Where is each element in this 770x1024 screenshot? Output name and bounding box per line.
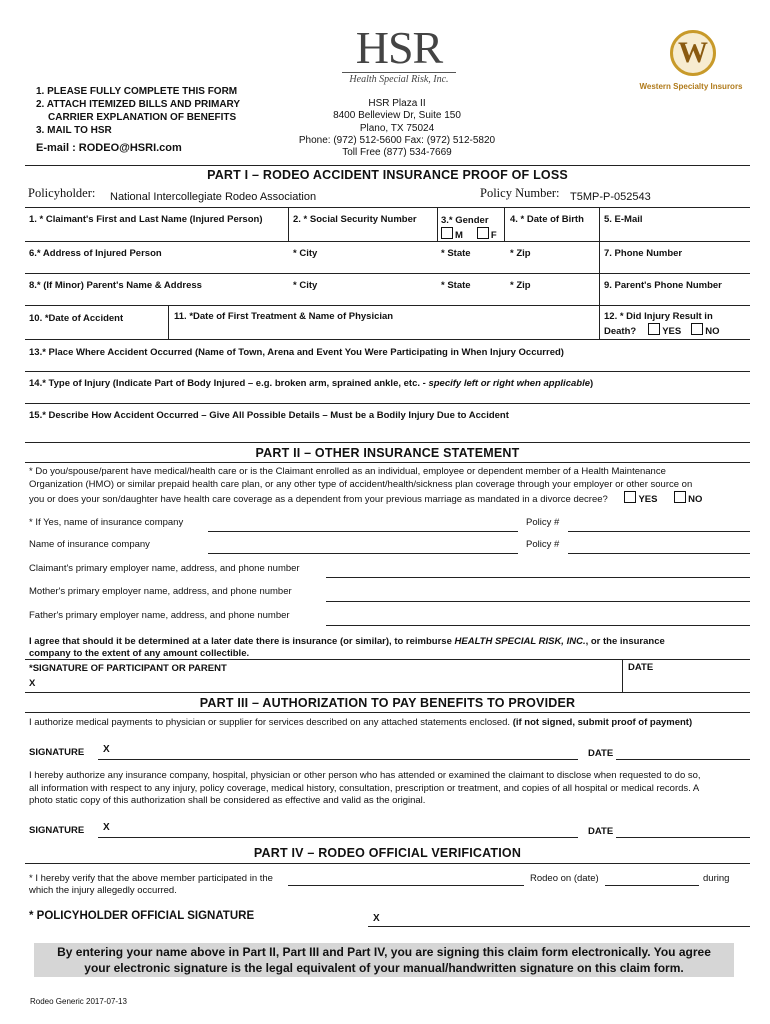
participant-signature-x[interactable]: X — [29, 678, 36, 689]
official-signature-x[interactable]: X — [373, 913, 380, 924]
wsi-logo — [636, 30, 746, 98]
hsr-logo-text: HSR — [355, 22, 443, 73]
during-label: during — [703, 873, 730, 884]
gender-label — [441, 214, 497, 242]
question-line-2: Organization (HMO) or similar prepaid health care plan, or any other type of accident/health/sickness plan coverage through your employer or other source on — [29, 478, 693, 490]
injury-type-label — [29, 378, 593, 389]
rodeo-date-line[interactable] — [605, 885, 699, 886]
auth-pay-text — [29, 717, 692, 728]
other-ins-no-label: NO — [688, 494, 703, 505]
auth-pay-statement: I authorize medical payments to physician or supplier for services described on any attached statements enclosed. — [29, 717, 511, 728]
auth-pay-signature-label: SIGNATURE — [29, 747, 85, 758]
disclose-line-1: I hereby authorize any insurance company, hospital, physician or other person who has attended or examined the claimant to disclose when requested to do so, — [29, 770, 701, 781]
claimant-employer-input[interactable] — [326, 577, 750, 578]
policyholder-label: Policyholder: — [28, 186, 96, 200]
death-title: 12. * Did Injury Result in — [604, 311, 713, 322]
state-label: * State — [441, 248, 471, 259]
official-signature-label: * POLICYHOLDER OFFICIAL SIGNATURE — [29, 910, 255, 922]
esign-line-2: your electronic signature is the legal equivalent of your manual/handwritten signature on this claim form. — [84, 961, 684, 975]
address-label: 6.* Address of Injured Person — [29, 248, 162, 259]
hsr-address — [272, 98, 522, 159]
auth-disclose-date-line[interactable] — [616, 837, 750, 838]
place-label: 13.* Place Where Accident Occurred (Name of Town, Arena and Event You Were Participating in When Injury Occurred) — [29, 347, 564, 358]
policy-input-1[interactable] — [568, 531, 750, 532]
auth-disclose-date-label: DATE — [588, 826, 614, 837]
death-yes-checkbox[interactable] — [648, 323, 660, 335]
verify-text-2: which the injury allegedly occurred. — [29, 885, 177, 896]
policyholder-value: National Intercollegiate Rodeo Association — [110, 191, 317, 203]
question-line-3: you or does your son/daughter have health care coverage as a dependent from your previous marriage as mandated in a divorce decree? — [29, 494, 608, 505]
parent-state-label: * State — [441, 280, 471, 291]
policy-number-label: Policy Number: — [480, 186, 560, 200]
participant-date-label: DATE — [628, 662, 654, 673]
part3-title: PART III – AUTHORIZATION TO PAY BENEFITS TO PROVIDER — [199, 696, 576, 710]
esign-notice — [34, 943, 734, 977]
gender-m-label: M — [455, 230, 463, 241]
official-signature-line[interactable] — [368, 926, 750, 927]
participant-signature-label: *SIGNATURE OF PARTICIPANT OR PARENT — [29, 663, 227, 674]
auth-pay-signature-x[interactable]: X — [103, 744, 110, 755]
death-q: Death? — [604, 326, 637, 337]
policy-input-2[interactable] — [568, 553, 750, 554]
injury-type-text: 14.* Type of Injury (Indicate Part of Body Injured – e.g. broken arm, sprained ankle, etc. - — [29, 378, 429, 389]
death-yes-label: YES — [662, 326, 682, 337]
ins-company-label-2: Name of insurance company — [29, 539, 150, 550]
mother-employer-label: Mother's primary employer name, address, and phone number — [29, 586, 292, 597]
instruction-2b: CARRIER EXPLANATION OF BENEFITS — [48, 112, 237, 123]
instructions — [36, 85, 240, 137]
address-line-1: HSR Plaza II — [368, 98, 426, 109]
father-employer-label: Father's primary employer name, address, and phone number — [29, 610, 290, 621]
part4-title: PART IV – RODEO OFFICIAL VERIFICATION — [253, 846, 522, 860]
other-insurance-question — [29, 466, 749, 507]
mother-employer-input[interactable] — [326, 601, 750, 602]
instruction-1: 1. PLEASE FULLY COMPLETE THIS FORM — [36, 86, 238, 97]
wsi-logo-name: Western Specialty Insurors — [639, 82, 743, 91]
auth-pay-date-label: DATE — [588, 748, 614, 759]
part1-title: PART I – RODEO ACCIDENT INSURANCE PROOF OF LOSS — [207, 168, 568, 182]
agree-text-2: , or the insurance — [585, 636, 665, 647]
verify-member-line[interactable] — [288, 885, 524, 886]
address-line-3: Plano, TX 75024 — [359, 122, 435, 134]
hsr-logo-subtitle: Health Special Risk, Inc. — [349, 74, 449, 85]
wsi-logo-letter: W — [678, 36, 708, 69]
esign-line-1: By entering your name above in Part II, Part III and Part IV, you are signing this claim form electronically. You agree — [57, 945, 711, 959]
address-line-4: Phone: (972) 512-5600 Fax: (972) 512-5820 — [298, 134, 496, 146]
policy-label-1: Policy # — [526, 517, 560, 528]
address-line-2: 8400 Belleview Dr, Suite 150 — [333, 110, 461, 122]
injury-type-hint: specify left or right when applicable — [428, 378, 590, 389]
hsr-logo — [338, 22, 460, 85]
hsr-email: E-mail : RODEO@HSRI.com — [36, 142, 182, 154]
city-label: * City — [293, 248, 318, 259]
father-employer-input[interactable] — [326, 625, 750, 626]
auth-pay-date-line[interactable] — [616, 759, 750, 760]
question-line-1: * Do you/spouse/parent have medical/health care or is the Claimant enrolled as an individual, employee or dependent member of a Health Maintenance — [29, 466, 666, 477]
verify-text: * I hereby verify that the above member participated in the — [29, 873, 273, 884]
disclose-line-3: photo static copy of this authorization shall be considered as effective and valid as the original. — [29, 795, 426, 806]
agree-company: HEALTH SPECIAL RISK, INC. — [454, 636, 586, 647]
parent-phone-label: 9. Parent's Phone Number — [604, 280, 722, 291]
auth-pay-signature-line[interactable] — [98, 759, 578, 760]
policy-number-value: T5MP-P-052543 — [570, 191, 651, 203]
disclose-line-2: all information with respect to any injury, policy coverage, medical history, consultation, prescription or treatment, and copies of all hospital or medical records. A — [29, 782, 700, 794]
treatment-label: 11. *Date of First Treatment & Name of Physician — [174, 311, 394, 322]
claimant-name-label: 1. * Claimant's First and Last Name (Injured Person) — [29, 214, 263, 225]
other-ins-yes-label: YES — [638, 494, 658, 505]
gender-m-checkbox[interactable] — [441, 227, 453, 239]
policy-label-2: Policy # — [526, 539, 560, 550]
parent-address-label: 8.* (If Minor) Parent's Name & Address — [29, 280, 202, 291]
rodeo-on-label: Rodeo on (date) — [530, 873, 599, 884]
agree-text-3: company to the extent of any amount collectible. — [29, 648, 250, 659]
ins-company-input[interactable] — [208, 531, 518, 532]
injury-type-end: ) — [590, 378, 594, 389]
reimburse-agreement — [29, 636, 749, 660]
death-no-label: NO — [705, 326, 720, 337]
auth-disclose-text — [29, 770, 749, 808]
other-ins-yes-checkbox[interactable] — [624, 491, 636, 503]
claimant-employer-label: Claimant's primary employer name, address, and phone number — [29, 563, 300, 574]
auth-disclose-signature-label: SIGNATURE — [29, 825, 85, 836]
death-no-checkbox[interactable] — [691, 323, 703, 335]
auth-disclose-signature-line[interactable] — [98, 837, 578, 838]
address-line-5: Toll Free (877) 534-7669 — [342, 147, 452, 159]
gender-f-label: F — [490, 230, 497, 241]
dob-label: 4. * Date of Birth — [510, 214, 584, 225]
agree-text: I agree that should it be determined at a later date there is insurance (or similar), to reimburse — [29, 636, 455, 647]
wsi-logo-circle — [670, 30, 716, 76]
describe-label: 15.* Describe How Accident Occurred – Give All Possible Details – Must be a Bodily Injury Due to Accident — [29, 410, 509, 421]
accident-date-label: 10. *Date of Accident — [29, 313, 124, 324]
form-code: Rodeo Generic 2017-07-13 — [30, 997, 127, 1006]
ssn-label: 2. * Social Security Number — [293, 214, 417, 225]
instruction-3: 3. MAIL TO HSR — [36, 125, 112, 136]
auth-disclose-signature-x[interactable]: X — [103, 822, 110, 833]
parent-zip-label: * Zip — [510, 280, 531, 291]
other-ins-no-checkbox[interactable] — [674, 491, 686, 503]
zip-label: * Zip — [510, 248, 531, 259]
instruction-2: 2. ATTACH ITEMIZED BILLS AND PRIMARY — [36, 99, 241, 110]
email-label: 5. E-Mail — [604, 214, 643, 225]
phone-label: 7. Phone Number — [604, 248, 683, 259]
auth-pay-note: (if not signed, submit proof of payment) — [512, 717, 693, 728]
gender-title: 3.* Gender — [441, 215, 489, 226]
parent-city-label: * City — [293, 280, 318, 291]
death-label — [604, 310, 719, 338]
ins-company-label: * If Yes, name of insurance company — [29, 517, 184, 528]
part2-title: PART II – OTHER INSURANCE STATEMENT — [255, 446, 520, 460]
gender-f-checkbox[interactable] — [477, 227, 489, 239]
ins-company-input-2[interactable] — [208, 553, 518, 554]
